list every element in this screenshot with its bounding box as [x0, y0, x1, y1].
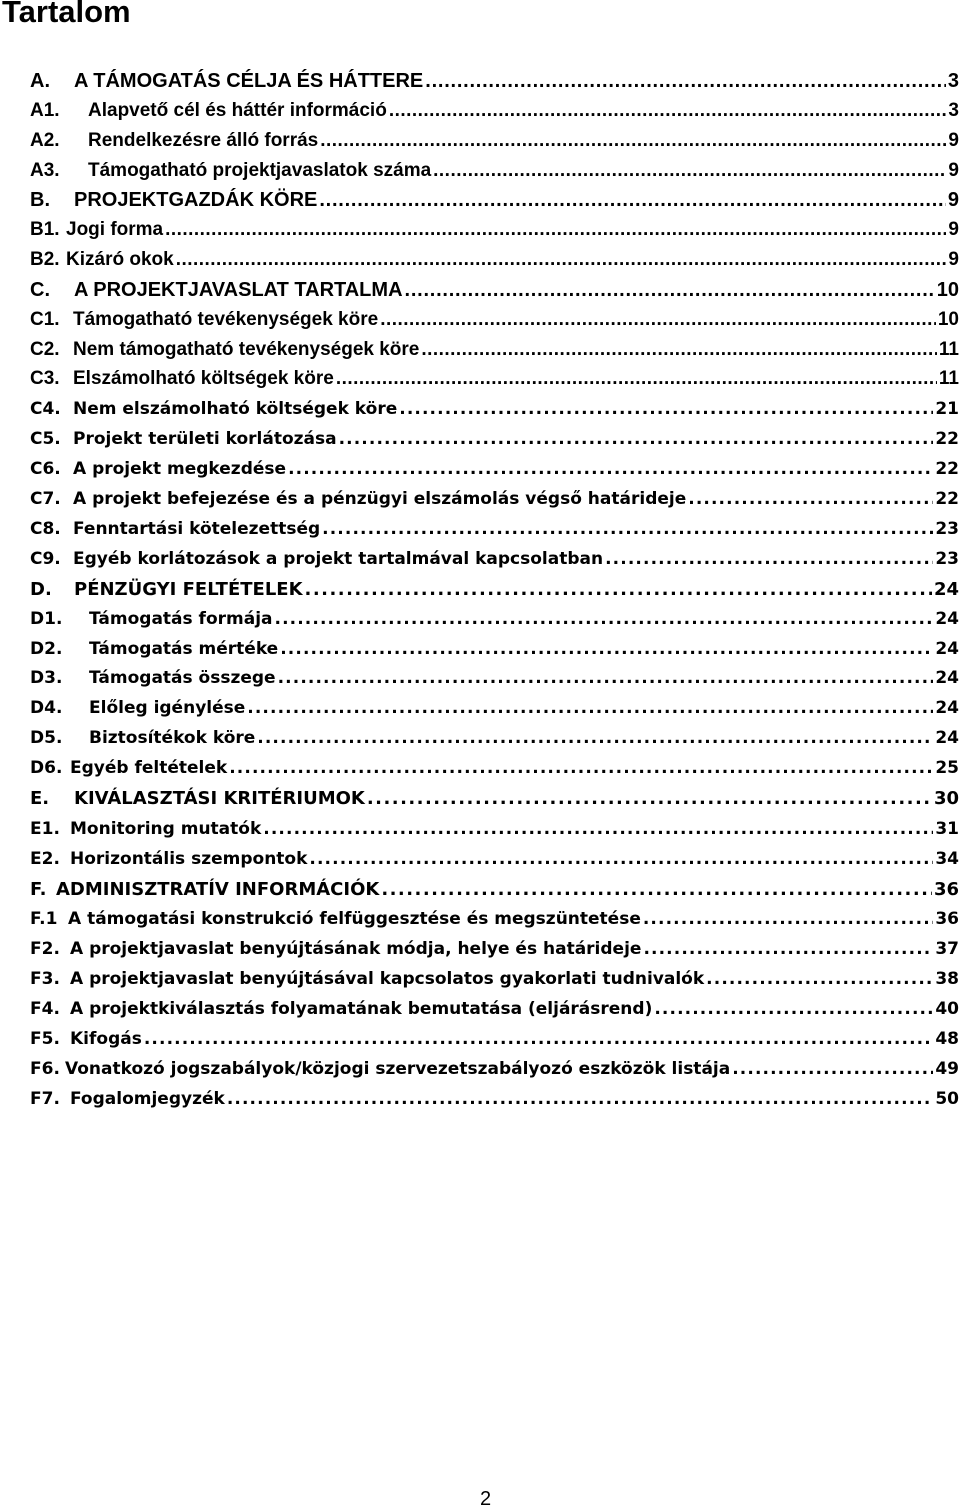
toc-entry-page: 49 — [935, 1059, 959, 1079]
toc-entry[interactable] — [30, 219, 959, 241]
toc-entry[interactable] — [30, 549, 959, 569]
toc-leader-dots — [144, 1029, 933, 1049]
toc-entry[interactable] — [30, 519, 959, 539]
toc-entry-page: 37 — [935, 939, 959, 959]
toc-leader-dots — [229, 758, 933, 778]
toc-leader-dots — [247, 698, 933, 718]
toc-leader-dots — [706, 969, 933, 989]
toc-entry[interactable] — [30, 189, 959, 212]
toc-entry-number: D5. — [30, 728, 63, 748]
toc-leader-dots — [381, 879, 932, 900]
toc-entry[interactable] — [30, 969, 959, 989]
page-number: 2 — [480, 1488, 492, 1510]
toc-entry[interactable] — [30, 100, 959, 122]
toc-entry[interactable] — [30, 399, 959, 419]
toc-entry-label: A projektjavaslat benyújtásával kapcsolatos gyakorlati tudnivalók — [70, 969, 705, 989]
toc-entry-number: C8. — [30, 519, 61, 539]
toc-entry-label: Monitoring mutatók — [70, 819, 262, 839]
toc-entry[interactable] — [30, 609, 959, 629]
toc-entry[interactable] — [30, 309, 959, 331]
toc-entry-number: C7. — [30, 489, 61, 509]
toc-entry[interactable] — [30, 1059, 959, 1079]
toc-entry-label: ADMINISZTRATÍV INFORMÁCIÓK — [56, 879, 380, 900]
toc-leader-dots — [339, 429, 934, 449]
toc-entry-number: D. — [30, 579, 52, 600]
toc-entry-page: 50 — [935, 1089, 959, 1109]
toc-entry-label: Nem elszámolható költségek köre — [73, 399, 398, 419]
toc-entry-page: 23 — [935, 519, 959, 539]
toc-entry-label: Kifogás — [70, 1029, 142, 1049]
toc-leader-dots — [280, 639, 933, 659]
toc-entry-number: C5. — [30, 429, 61, 449]
toc-entry-label: A projektjavaslat benyújtásának módja, helye és határideje — [70, 939, 642, 959]
toc-entry-page: 24 — [935, 609, 959, 629]
toc-leader-dots — [227, 1089, 934, 1109]
toc-entry-label: Rendelkezésre álló forrás — [88, 130, 319, 151]
toc-entry-number: F7. — [30, 1089, 60, 1109]
toc-entry-number: D1. — [30, 609, 63, 629]
toc-entry-number: B1. — [30, 219, 60, 240]
toc-leader-dots — [320, 130, 946, 152]
toc-entry[interactable] — [30, 279, 959, 302]
toc-entry-number: C1. — [30, 309, 60, 330]
toc-entry-label: PROJEKTGAZDÁK KÖRE — [74, 189, 318, 211]
toc-entry-number: A1. — [30, 100, 60, 121]
toc-leader-dots — [275, 609, 934, 629]
toc-leader-dots — [309, 849, 933, 869]
toc-entry[interactable] — [30, 819, 959, 839]
toc-entry[interactable] — [30, 70, 959, 93]
toc-entry[interactable] — [30, 698, 959, 718]
toc-entry-number: F3. — [30, 969, 60, 989]
toc-entry[interactable] — [30, 939, 959, 959]
toc-leader-dots — [288, 459, 933, 479]
toc-entry-number: C4. — [30, 399, 61, 419]
toc-entry-number: E2. — [30, 849, 60, 869]
toc-entry-number: F.1 — [30, 909, 58, 929]
toc-entry-label: Támogatás mértéke — [89, 639, 279, 659]
toc-entry-page: 9 — [948, 249, 959, 270]
toc-entry[interactable] — [30, 489, 959, 509]
toc-entry-page: 9 — [948, 130, 959, 151]
toc-entry-page: 48 — [935, 1029, 959, 1049]
page-title: Tartalom — [2, 0, 131, 29]
toc-entry-page: 25 — [935, 758, 959, 778]
toc-entry[interactable] — [30, 130, 959, 152]
toc-entry-page: 22 — [935, 429, 959, 449]
toc-entry-number: E1. — [30, 819, 60, 839]
toc-entry[interactable] — [30, 1029, 959, 1049]
toc-entry[interactable] — [30, 368, 959, 390]
toc-leader-dots — [643, 939, 933, 959]
toc-entry-label: A PROJEKTJAVASLAT TARTALMA — [74, 279, 403, 301]
toc-entry-page: 30 — [933, 788, 959, 809]
toc-entry[interactable] — [30, 459, 959, 479]
toc-entry[interactable] — [30, 999, 959, 1019]
toc-entry-label: Támogatás formája — [89, 609, 273, 629]
toc-entry-label: KIVÁLASZTÁSI KRITÉRIUMOK — [74, 788, 365, 809]
toc-entry-label: Támogatás összege — [89, 668, 276, 688]
toc-entry-label: Vonatkozó jogszabályok/közjogi szervezetszabályozó eszközök listája — [65, 1059, 731, 1079]
toc-entry[interactable] — [30, 160, 959, 182]
toc-leader-dots — [176, 249, 947, 271]
toc-entry-page: 24 — [935, 639, 959, 659]
toc-entry-page: 11 — [938, 339, 959, 360]
toc-entry-label: Elszámolható költségek köre — [73, 368, 334, 389]
toc-leader-dots — [425, 70, 946, 93]
toc-entry-label: Alapvető cél és háttér információ — [88, 100, 387, 121]
toc-leader-dots — [405, 279, 935, 302]
toc-entry-page: 3 — [947, 70, 959, 92]
toc-entry-label: Nem támogatható tevékenységek köre — [73, 339, 420, 360]
toc-entry-page: 24 — [935, 698, 959, 718]
toc-entry-page: 11 — [938, 368, 959, 389]
toc-entry-label: A TÁMOGATÁS CÉLJA ÉS HÁTTERE — [74, 70, 424, 92]
toc-entry-page: 38 — [935, 969, 959, 989]
toc-entry-label: Fenntartási kötelezettség — [73, 519, 321, 539]
toc-entry[interactable] — [30, 249, 959, 271]
toc-entry-page: 34 — [935, 849, 959, 869]
toc-entry-label: Biztosítékok köre — [89, 728, 256, 748]
toc-entry-page: 9 — [947, 189, 959, 211]
toc-leader-dots — [380, 309, 936, 331]
toc-entry[interactable] — [30, 639, 959, 659]
toc-entry-number: F4. — [30, 999, 60, 1019]
toc-entry-page: 36 — [933, 879, 959, 900]
toc-entry-label: Fogalomjegyzék — [70, 1089, 225, 1109]
toc-entry-page: 40 — [935, 999, 959, 1019]
toc-entry-page: 10 — [936, 279, 959, 301]
toc-entry-label: A projektkiválasztás folyamatának bemutatása (eljárásrend) — [70, 999, 653, 1019]
toc-entry-label: Projekt területi korlátozása — [73, 429, 337, 449]
toc-leader-dots — [305, 579, 932, 600]
toc-leader-dots — [643, 909, 933, 929]
toc-entry-page: 3 — [948, 100, 959, 121]
toc-entry-number: E. — [30, 788, 50, 809]
toc-entry-label: PÉNZÜGYI FELTÉTELEK — [74, 579, 303, 600]
toc-entry-number: F2. — [30, 939, 60, 959]
toc-entry-number: D3. — [30, 668, 63, 688]
toc-leader-dots — [605, 549, 933, 569]
toc-entry-number: F. — [30, 879, 47, 900]
toc-entry-page: 21 — [935, 399, 959, 419]
toc-leader-dots — [278, 668, 934, 688]
toc-entry[interactable] — [30, 849, 959, 869]
toc-entry-label: Egyéb korlátozások a projekt tartalmával kapcsolatban — [73, 549, 604, 569]
toc-leader-dots — [165, 219, 946, 241]
toc-entry-label: Horizontális szempontok — [70, 849, 308, 869]
toc-entry[interactable] — [30, 668, 959, 688]
toc-entry-number: F6. — [30, 1059, 60, 1079]
toc-entry-page: 10 — [937, 309, 959, 330]
toc-entry-number: A3. — [30, 160, 60, 181]
toc-leader-dots — [263, 819, 933, 839]
toc-leader-dots — [367, 788, 932, 809]
toc-entry-number: B2. — [30, 249, 60, 270]
toc-entry[interactable] — [30, 728, 959, 748]
toc-leader-dots — [732, 1059, 933, 1079]
toc-entry-label: Támogatható tevékenységek köre — [73, 309, 379, 330]
toc-entry-label: Támogatható projektjavaslatok száma — [88, 160, 432, 181]
toc-leader-dots — [336, 368, 937, 390]
toc-entry-label: A támogatási konstrukció felfüggesztése és megszüntetése — [68, 909, 641, 929]
toc-entry-page: 22 — [935, 489, 959, 509]
toc-leader-dots — [257, 728, 933, 748]
toc-entry-number: C2. — [30, 339, 60, 360]
toc-entry-number: C6. — [30, 459, 61, 479]
toc-leader-dots — [433, 160, 946, 182]
toc-entry-page: 24 — [935, 728, 959, 748]
toc-entry-number: C. — [30, 279, 50, 301]
toc-entry-page: 23 — [935, 549, 959, 569]
toc-entry[interactable] — [30, 788, 959, 809]
toc-entry-number: F5. — [30, 1029, 60, 1049]
toc-entry-label: Egyéb feltételek — [70, 758, 228, 778]
toc-entry-page: 9 — [948, 219, 959, 240]
toc-entry-page: 9 — [948, 160, 959, 181]
toc-entry-number: B. — [30, 189, 50, 211]
toc-leader-dots — [319, 189, 946, 212]
toc-entry-label: Jogi forma — [66, 219, 164, 240]
toc-entry-number: D4. — [30, 698, 63, 718]
toc-entry-label: A projekt befejezése és a pénzügyi elszámolás végső határideje — [73, 489, 687, 509]
toc-entry-page: 22 — [935, 459, 959, 479]
toc-entry[interactable] — [30, 429, 959, 449]
toc-entry-number: A2. — [30, 130, 60, 151]
toc-entry[interactable] — [30, 879, 959, 900]
toc-entry[interactable] — [30, 758, 959, 778]
toc-entry-page: 36 — [935, 909, 959, 929]
toc-leader-dots — [389, 100, 947, 122]
toc-leader-dots — [399, 399, 933, 419]
toc-entry-label: Kizáró okok — [66, 249, 174, 270]
toc-entry-number: D2. — [30, 639, 63, 659]
toc-entry[interactable] — [30, 579, 959, 600]
toc-entry-number: C9. — [30, 549, 61, 569]
toc-leader-dots — [421, 339, 937, 361]
toc-entry-number: C3. — [30, 368, 60, 389]
toc-entry-page: 24 — [933, 579, 959, 600]
toc-entry[interactable] — [30, 909, 959, 929]
toc-leader-dots — [688, 489, 933, 509]
toc-entry-number: A. — [30, 70, 50, 92]
toc-entry[interactable] — [30, 1089, 959, 1109]
toc-entry-page: 31 — [935, 819, 959, 839]
toc-entry[interactable] — [30, 339, 959, 361]
toc-entry-label: Előleg igénylése — [89, 698, 246, 718]
toc-entry-number: D6. — [30, 758, 63, 778]
toc-leader-dots — [654, 999, 933, 1019]
toc-entry-label: A projekt megkezdése — [73, 459, 287, 479]
toc-leader-dots — [322, 519, 933, 539]
toc-entry-page: 24 — [935, 668, 959, 688]
